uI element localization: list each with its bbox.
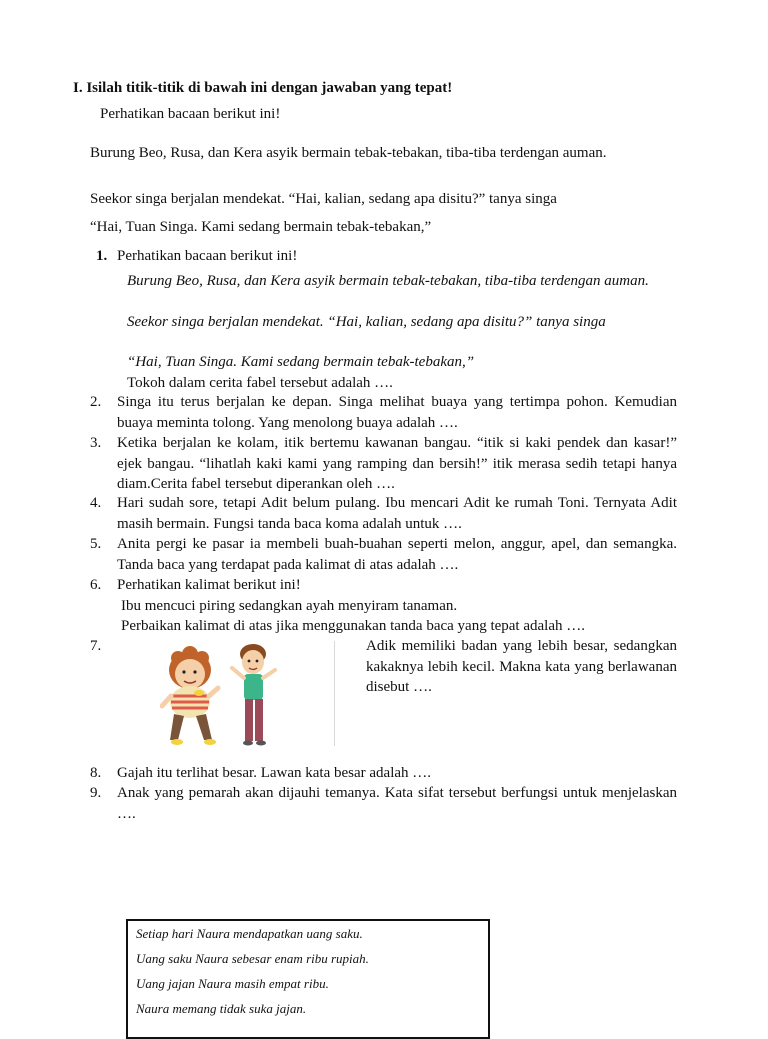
q4-number: 4. [90, 495, 102, 511]
intro-paragraph-1: Burung Beo, Rusa, dan Kera asyik bermain tebak-tebakan, tiba-tiba terdengan auman. [90, 145, 607, 161]
q6-number: 6. [90, 577, 102, 593]
q1-quote-3: “Hai, Tuan Singa. Kami sedang bermain tebak-tebakan,” [127, 354, 475, 370]
story-box [126, 919, 490, 1039]
q7-number: 7. [90, 638, 102, 654]
q1-question: Tokoh dalam cerita fabel tersebut adalah …. [127, 375, 393, 391]
q1-quote-2: Seekor singa berjalan mendekat. “Hai, kalian, sedang apa disitu?” tanya singa [127, 314, 606, 330]
q9-text: Anak yang pemarah akan dijauhi temanya. Kata sifat tersebut berfungsi untuk menjelaskan …. [117, 785, 677, 822]
intro-paragraph-3: “Hai, Tuan Singa. Kami sedang bermain tebak-tebakan,” [90, 219, 432, 235]
story-line-2: Uang saku Naura sebesar enam ribu rupiah. [136, 951, 369, 966]
q4-text: Hari sudah sore, tetapi Adit belum pulang. Ibu mencari Adit ke rumah Toni. Ternyata Adit masih bermain. Fungsi tanda baca koma adalah untuk …. [117, 495, 677, 532]
q5-number: 5. [90, 536, 102, 552]
q3-text: Ketika berjalan ke kolam, itik bertemu kawanan bangau. “itik si kaki pendek dan kasar!” ejek bangau. “lihatlah kaki kami yang ramping dan bersih!” itik merasa sedih tetapi hanya diam.Cerita fabel tersebut diperankan oleh …. [117, 435, 677, 492]
illustration-divider [334, 641, 335, 746]
q2-number: 2. [90, 394, 102, 410]
intro-paragraph-2: Seekor singa berjalan mendekat. “Hai, kalian, sedang apa disitu?” tanya singa [90, 191, 557, 207]
q7-text: Adik memiliki badan yang lebih besar, sedangkan kakaknya lebih kecil. Makna kata yang berlawanan disebut …. [366, 638, 677, 695]
q1-quote-1: Burung Beo, Rusa, dan Kera asyik bermain tebak-tebakan, tiba-tiba terdengan auman. [127, 273, 649, 289]
q6-question: Perbaikan kalimat di atas jika menggunakan tanda baca yang tepat adalah …. [121, 618, 585, 634]
q8-text: Gajah itu terlihat besar. Lawan kata besar adalah …. [117, 765, 432, 781]
story-line-4: Naura memang tidak suka jajan. [136, 1001, 307, 1016]
q3-number: 3. [90, 435, 102, 451]
q5-text: Anita pergi ke pasar ia membeli buah-buahan seperti melon, anggur, apel, dan semangka. Tanda baca yang terdapat pada kalimat di atas adalah …. [117, 536, 677, 573]
q1-text: Perhatikan bacaan berikut ini! [117, 248, 298, 264]
q6-text: Perhatikan kalimat berikut ini! [117, 577, 301, 593]
two-boys-illustration [160, 636, 290, 751]
q2-text: Singa itu terus berjalan ke depan. Singa melihat buaya yang tertimpa pohon. Kemudian buaya meminta tolong. Yang menolong buaya adalah …. [117, 394, 677, 431]
q8-number: 8. [90, 765, 102, 781]
story-line-1: Setiap hari Naura mendapatkan uang saku. [136, 926, 363, 941]
q6-sentence: Ibu mencuci piring sedangkan ayah menyiram tanaman. [121, 598, 458, 614]
section-heading: I. Isilah titik-titik di bawah ini dengan jawaban yang tepat! [73, 80, 453, 96]
story-line-3: Uang jajan Naura masih empat ribu. [136, 976, 329, 991]
q1-number: 1. [96, 248, 108, 264]
intro-instruction: Perhatikan bacaan berikut ini! [100, 106, 281, 122]
q9-number: 9. [90, 785, 102, 801]
